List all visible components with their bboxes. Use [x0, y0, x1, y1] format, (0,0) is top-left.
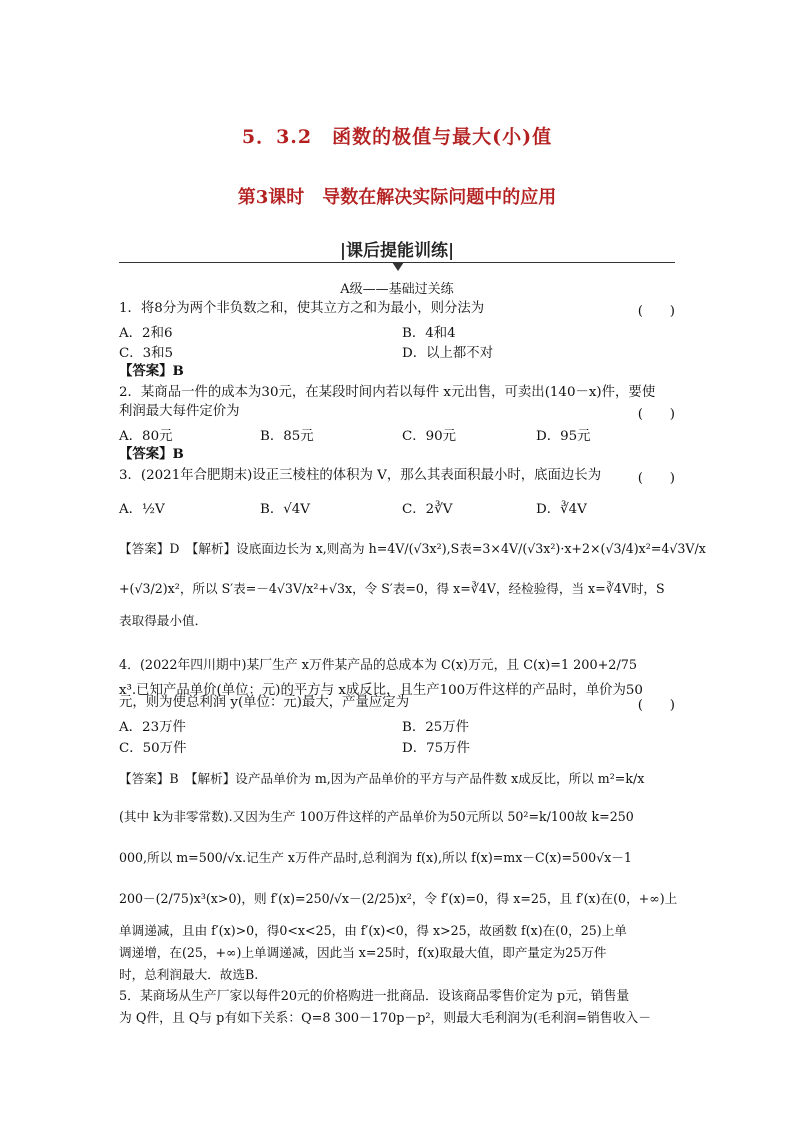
q2-answer: 【答案】B	[119, 446, 184, 462]
q4-answer-line-2: (其中 k为非零常数).又因为生产 100万件这样的产品单价为50元所以 50²=k/100故 k=250	[119, 809, 634, 824]
exercise-banner: |课后提能训练|	[339, 241, 455, 261]
q1-stem: 1．将8分为两个非负数之和，使其立方之和为最小，则分法为	[119, 301, 485, 316]
q2-paren: ( )	[637, 407, 675, 422]
q2-stem: 2．某商品一件的成本为30元，在某段时间内若以每件 x元出售，可卖出(140－x)件，要使	[119, 385, 656, 400]
q1-option-c: C．3和5	[119, 346, 174, 361]
q4-stem-cont: x³.已知产品单价(单位：元)的平方与 x成反比，且生产100万件这样的产品时，单价为50	[119, 683, 643, 698]
q2-option-c: C．90元	[402, 429, 457, 444]
q3-stem: 3．(2021年合肥期末)设正三棱柱的体积为 V，那么其表面积最小时，底面边长为	[119, 468, 602, 483]
q4-answer-line-1: 【答案】B 【解析】设产品单价为 m,因为产品单价的平方与产品件数 x成反比，所以 m²=k/x	[119, 771, 645, 786]
q1-option-a: A．2和6	[119, 326, 173, 341]
q3-option-b: B．√4V	[260, 502, 310, 517]
q3-option-c: C．2∛V	[402, 502, 453, 517]
q3-answer-line-1: 【答案】D 【解析】设底面边长为 x,则高为 h=4V/(√3x²),S表=3×4V/(√3x²)·x+2×(√3/4)x²=4√3V/x	[119, 541, 706, 556]
lesson-title: 第3课时 导数在解决实际问题中的应用	[237, 187, 557, 208]
q5-stem-cont: 为 Q件，且 Q与 p有如下关系：Q=8 300－170p－p²，则最大毛利润为(毛利润=销售收入－	[119, 1011, 651, 1026]
q2-option-a: A．80元	[119, 429, 173, 444]
q4-stem-line-3: 元，则为使总利润 y(单位：元)最大，产量应定为	[119, 695, 410, 710]
q4-answer-line-4: 200－(2/75)x³(x>0)，则 f′(x)=250/√x－(2/25)x²，令 f′(x)=0，得 x=25，且 f′(x)在(0，+∞)上	[119, 891, 678, 906]
q3-option-a: A．½V	[119, 502, 165, 517]
q4-paren: ( )	[637, 698, 675, 713]
q4-answer-line-3: 000,所以 m=500/√x.记生产 x万件产品时,总利润为 f(x),所以 f(x)=mx－C(x)=500√x－1	[119, 850, 632, 865]
q4-answer-line-5: 单调递减，且由 f′(x)>0，得0<x<25，由 f′(x)<0，得 x>25，故函数 f(x)在(0，25)上单	[119, 923, 627, 938]
q4-option-c: C．50万件	[119, 741, 187, 756]
q1-answer: 【答案】B	[119, 363, 184, 379]
section-title: 5．3.2 函数的极值与最大(小)值	[241, 126, 553, 148]
q3-option-d: D．∛4V	[536, 502, 587, 517]
q4-option-a: A．23万件	[119, 720, 186, 735]
q1-option-b: B．4和4	[402, 326, 456, 341]
q3-answer-line-2: +(√3/2)x²，所以 S′表=－4√3V/x²+√3x，令 S′表=0，得 x=∛4V，经检验得，当 x=∛4V时，S	[119, 581, 665, 596]
level-a-heading: A级——基础过关练	[340, 282, 454, 297]
q4-answer-line-7: 时，总利润最大．故选B.	[119, 967, 259, 982]
q1-paren: ( )	[637, 304, 675, 319]
q4-answer-line-6: 调递增，在(25，+∞)上单调递减，因此当 x=25时，f(x)取最大值，即产量定为25万件	[119, 945, 607, 960]
q2-option-b: B．85元	[260, 429, 314, 444]
q4-option-d: D．75万件	[402, 741, 470, 756]
q5-stem: 5．某商场从生产厂家以每件20元的价格购进一批商品．设该商品零售价定为 p元，销售量	[119, 989, 630, 1004]
q2-option-d: D．95元	[536, 429, 591, 444]
q1-option-d: D．以上都不对	[402, 346, 494, 361]
q3-paren: ( )	[637, 471, 675, 486]
q4-option-b: B．25万件	[402, 720, 470, 735]
banner-arrow-icon	[392, 262, 404, 271]
q2-stem-cont: 利润最大每件定价为	[119, 404, 240, 419]
q3-answer-line-3: 表取得最小值．	[119, 613, 208, 628]
q4-stem: 4．(2022年四川期中)某厂生产 x万件某产品的总成本为 C(x)万元，且 C(x)=1 200+2/75	[119, 658, 638, 673]
